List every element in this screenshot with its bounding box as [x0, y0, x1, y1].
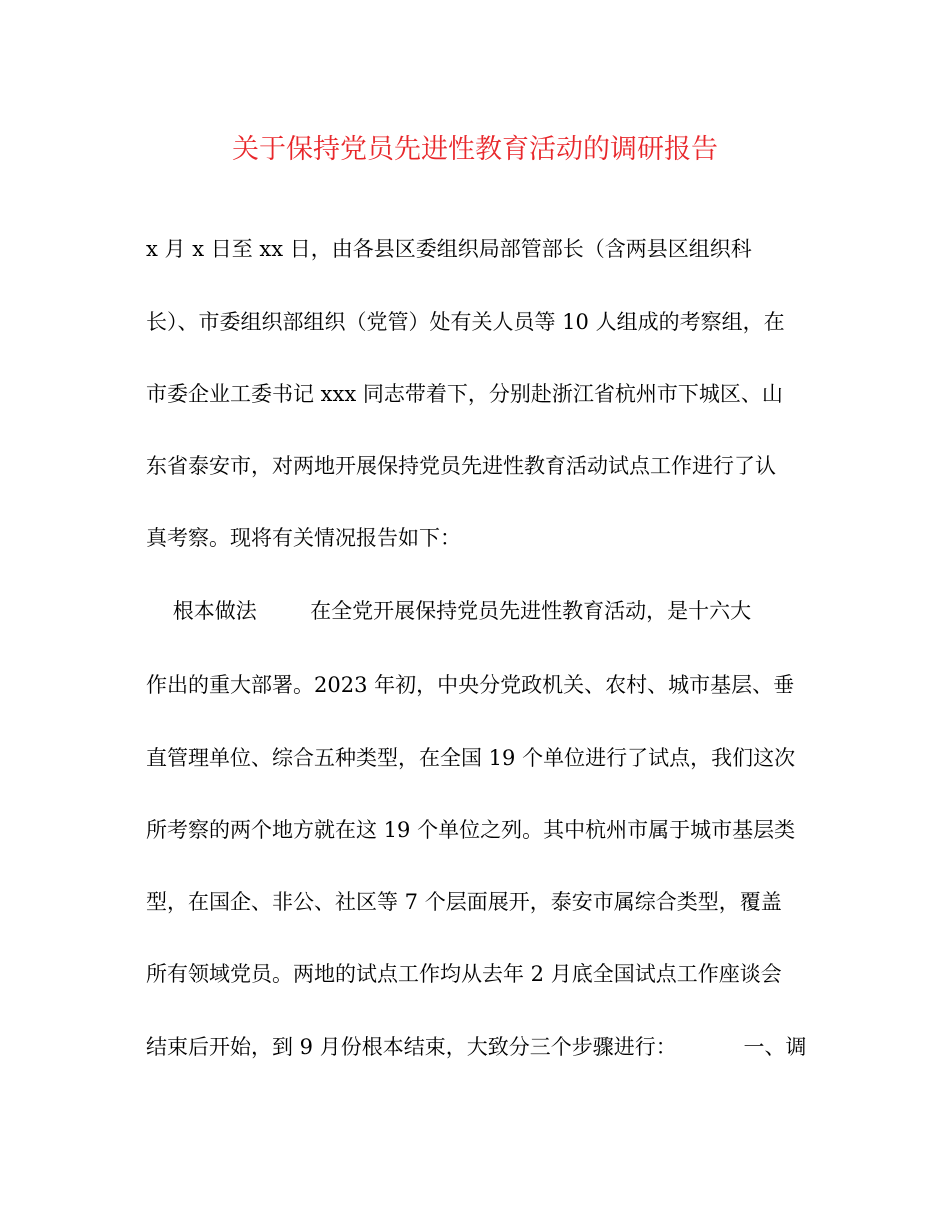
body-text-line: 所考察的两个地方就在这 19 个单位之列。其中杭州市属于城市基层类 [146, 818, 796, 842]
document-title: 关于保持党员先进性教育活动的调研报告 [232, 134, 718, 165]
body-text-line: 长）、市委组织部组织（党管）处有关人员等 10 人组成的考察组，在 [146, 310, 785, 334]
body-text-line: 根本做法 在全党开展保持党员先进性教育活动，是十六大 [146, 599, 752, 623]
body-text-line: 型，在国企、非公、社区等 7 个层面展开，泰安市属综合类型，覆盖 [146, 890, 782, 914]
body-text-line: 市委企业工委书记 xxx 同志带着下，分别赴浙江省杭州市下城区、山 [146, 382, 783, 406]
body-text-line: 结束后开始，到 9 月份根本结束，大致分三个步骤进行： 一、调 [146, 1035, 807, 1059]
body-text-line: 东省泰安市，对两地开展保持党员先进性教育活动试点工作进行了认 [146, 454, 776, 478]
body-text-line: x 月 x 日至 xx 日，由各县区委组织局部管部长（含两县区组织科 [146, 237, 752, 261]
body-text-line: 真考察。现将有关情况报告如下： [146, 526, 461, 550]
body-text-line: 作出的重大部署。2023 年初，中央分党政机关、农村、城市基层、垂 [146, 673, 795, 697]
body-text-line: 直管理单位、综合五种类型，在全国 19 个单位进行了试点，我们这次 [146, 746, 796, 770]
body-text-line: 所有领域党员。两地的试点工作均从去年 2 月底全国试点工作座谈会 [146, 962, 782, 986]
